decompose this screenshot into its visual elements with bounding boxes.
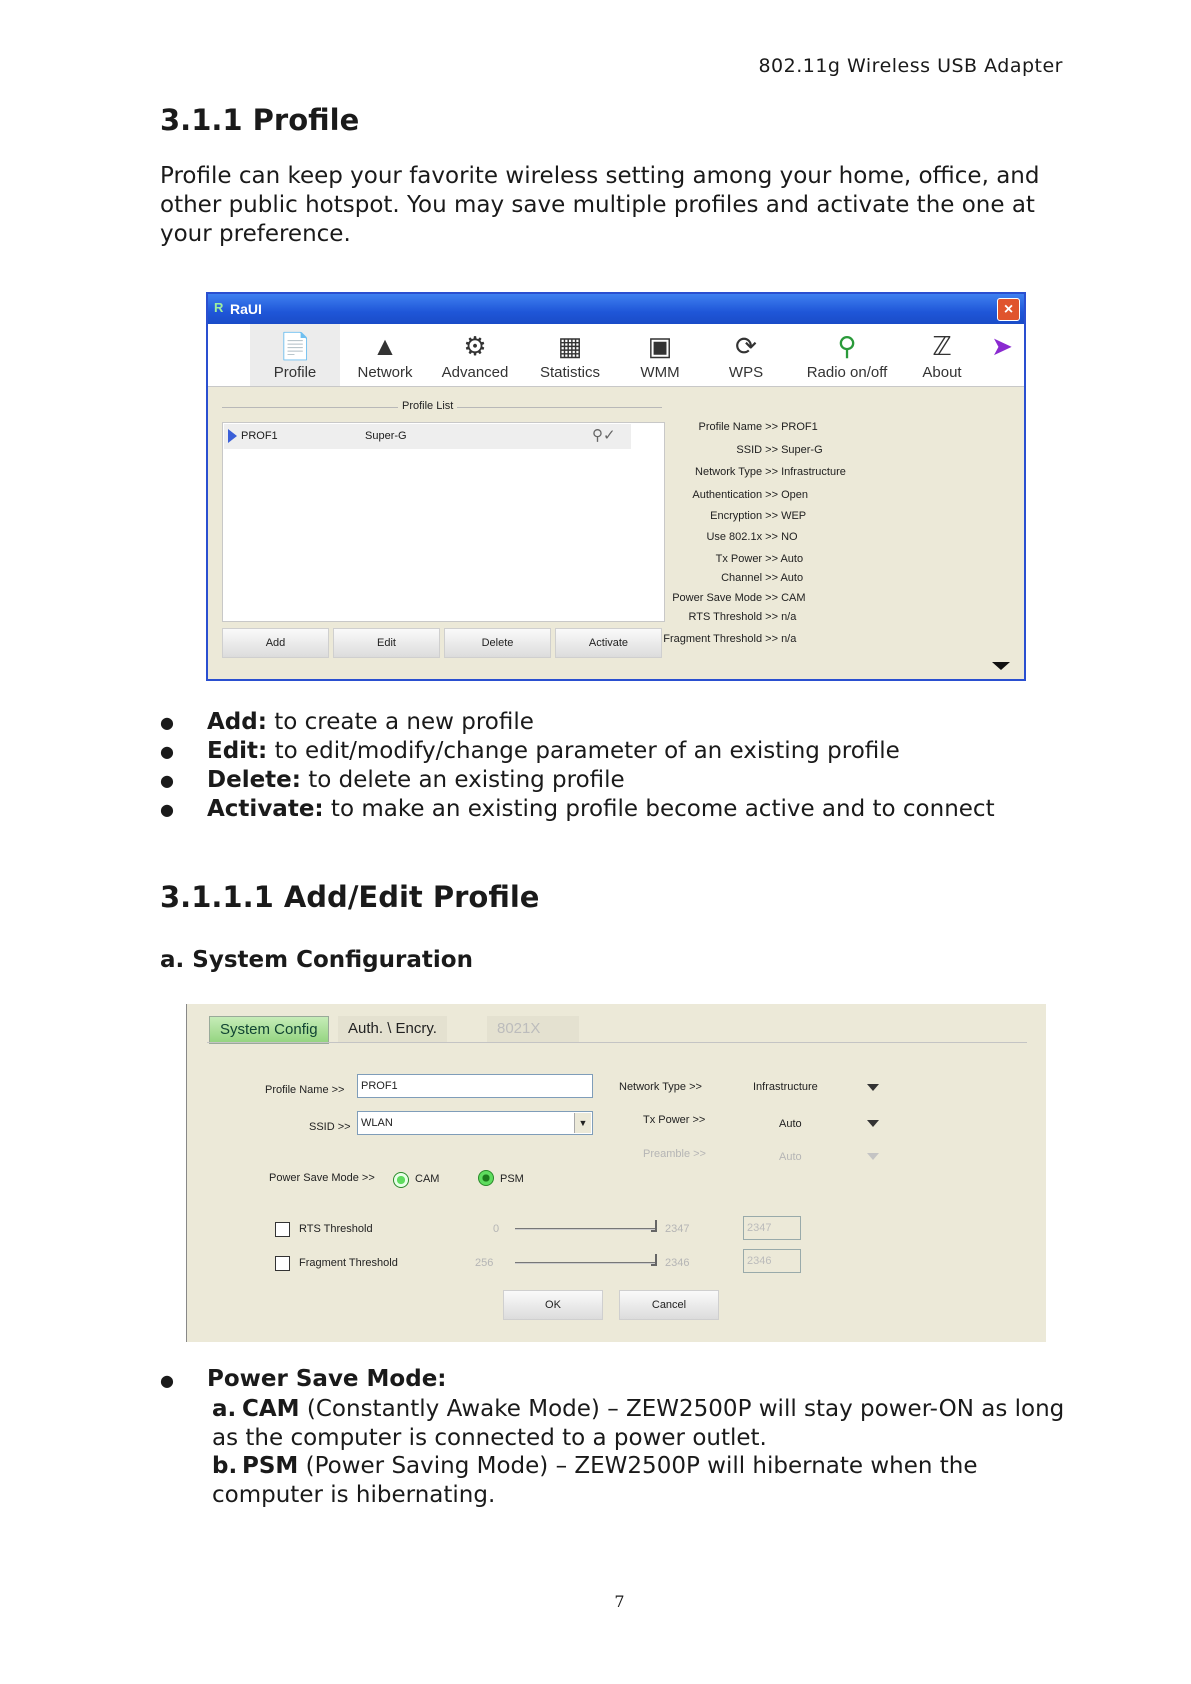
fragment-slider[interactable]: [515, 1262, 657, 1264]
active-arrow-icon: [228, 429, 237, 443]
list-item: ● Delete: to delete an existing profile: [160, 767, 625, 793]
profile-name-input[interactable]: PROF1: [357, 1074, 593, 1098]
chevron-down-icon: [867, 1153, 879, 1160]
tx-power-label: Tx Power >>: [643, 1114, 706, 1126]
toolbar: [208, 324, 1024, 387]
window-title: RaUI: [230, 301, 262, 317]
app-logo-icon: R: [214, 300, 224, 315]
detail-row: Channel >> Auto: [721, 572, 804, 584]
detail-row: Encryption >> WEP: [710, 510, 807, 522]
ok-button[interactable]: OK: [503, 1290, 603, 1320]
ssid-label: SSID >>: [309, 1121, 351, 1133]
tab-8021x[interactable]: 8021X: [487, 1016, 579, 1042]
tab-system-config[interactable]: System Config: [209, 1016, 329, 1044]
cam-label: CAM: [415, 1173, 440, 1185]
intro-paragraph: Profile can keep your favorite wireless setting among your home, office, and other public hotspot. You may save multiple profiles and activate the one at your preference.: [160, 163, 1040, 247]
wps-icon: ⟳: [735, 331, 757, 361]
tool-wmm[interactable]: ▣ WMM: [640, 331, 680, 381]
detail-row: Fragment Threshold >> n/a: [663, 633, 797, 645]
close-button[interactable]: ×: [997, 298, 1020, 321]
button-description-list: [160, 708, 995, 824]
fragment-checkbox[interactable]: [275, 1256, 290, 1271]
qos-icon: ▣: [647, 331, 673, 361]
profile-list[interactable]: [222, 422, 665, 622]
delete-button[interactable]: Delete: [444, 628, 551, 658]
profile-icon: 📄: [279, 331, 312, 361]
tool-advanced[interactable]: ⚙ Advanced: [441, 331, 509, 381]
detail-row: Use 802.1x >> NO: [706, 531, 798, 543]
rts-value-input[interactable]: 2347: [743, 1216, 801, 1240]
list-item: b. PSM (Power Saving Mode) – ZEW2500P will hibernate when the computer is hibernating.: [212, 1453, 978, 1508]
rts-max: 2347: [665, 1223, 690, 1235]
fragment-value-input[interactable]: 2346: [743, 1249, 801, 1273]
scroll-down-icon[interactable]: [992, 662, 1010, 670]
statistics-icon: ▦: [557, 331, 583, 361]
psm-label: PSM: [500, 1173, 524, 1185]
section-title: 3.1.1 Profile: [160, 103, 360, 137]
power-save-label: Power Save Mode >>: [269, 1172, 375, 1184]
profile-ssid: Super-G: [365, 430, 407, 442]
radio-icon: ⚲: [837, 331, 857, 361]
profile-name: PROF1: [241, 430, 278, 442]
fragment-min: 256: [475, 1257, 494, 1269]
tool-radio[interactable]: ⚲ Radio on/off: [806, 331, 888, 381]
arrow-right-icon: ➤: [991, 331, 1013, 361]
chevron-down-icon[interactable]: [867, 1120, 879, 1127]
cam-radio[interactable]: [393, 1172, 409, 1188]
network-type-label: Network Type >>: [619, 1081, 702, 1093]
subsection-title: 3.1.1.1 Add/Edit Profile: [160, 880, 540, 914]
tool-wps[interactable]: ⟳ WPS: [728, 331, 764, 381]
network-type-value[interactable]: Infrastructure: [753, 1081, 818, 1093]
list-item[interactable]: [224, 424, 631, 449]
gear-icon: ⚙: [463, 331, 487, 361]
list-item: ● Activate: to make an existing profile become active and to connect: [160, 796, 995, 822]
edit-button[interactable]: Edit: [333, 628, 440, 658]
page-number: 7: [614, 1592, 625, 1611]
add-button[interactable]: Add: [222, 628, 329, 658]
system-config-dialog: [186, 1004, 1046, 1342]
detail-row: Tx Power >> Auto: [715, 553, 804, 565]
detail-row: Power Save Mode >> CAM: [672, 592, 806, 604]
divider: [207, 1042, 1027, 1043]
profile-name-label: Profile Name >>: [265, 1084, 345, 1096]
rts-slider-thumb[interactable]: [651, 1220, 657, 1232]
tx-power-value[interactable]: Auto: [779, 1118, 802, 1130]
fragment-label: Fragment Threshold: [299, 1257, 398, 1269]
detail-row: SSID >> Super-G: [736, 444, 823, 456]
list-item: ● Add: to create a new profile: [160, 709, 534, 735]
fragment-slider-thumb[interactable]: [651, 1254, 657, 1266]
chevron-down-icon[interactable]: [867, 1084, 879, 1091]
detail-row: Authentication >> Open: [692, 489, 808, 501]
profile-list-label: Profile List: [398, 400, 457, 412]
list-item: ● Edit: to edit/modify/change parameter of an existing profile: [160, 738, 900, 764]
title-bar: [208, 294, 1024, 324]
fragment-max: 2346: [665, 1257, 690, 1269]
rts-label: RTS Threshold: [299, 1223, 373, 1235]
psm-heading: ● Power Save Mode:: [160, 1366, 447, 1392]
rts-min: 0: [493, 1223, 500, 1235]
next-arrow[interactable]: [982, 324, 1022, 386]
tool-profile[interactable]: 📄 Profile: [250, 324, 340, 386]
detail-row: Profile Name >> PROF1: [698, 421, 818, 433]
tool-about[interactable]: ℤ About: [922, 331, 962, 381]
tool-statistics[interactable]: ▦ Statistics: [539, 331, 600, 381]
tab-auth-encry[interactable]: Auth. \ Encry.: [338, 1016, 447, 1042]
page-header: 802.11g Wireless USB Adapter: [758, 55, 1063, 77]
raui-window: [206, 292, 1026, 681]
list-item: a. CAM (Constantly Awake Mode) – ZEW2500P will stay power-ON as long as the computer is connected to a power outlet.: [212, 1396, 1065, 1451]
cancel-button[interactable]: Cancel: [619, 1290, 719, 1320]
sub-heading: a. System Configuration: [160, 947, 473, 973]
chevron-down-icon: ▼: [574, 1113, 591, 1133]
detail-row: RTS Threshold >> n/a: [688, 611, 797, 623]
signal-icon: ⚲✓: [592, 427, 616, 444]
detail-row: Network Type >> Infrastructure: [695, 466, 846, 478]
preamble-label: Preamble >>: [643, 1148, 706, 1160]
network-icon: ▲: [372, 331, 398, 361]
about-icon: ℤ: [932, 331, 952, 361]
ssid-combobox[interactable]: WLAN ▼: [357, 1111, 593, 1135]
preamble-value: Auto: [779, 1151, 802, 1163]
rts-slider[interactable]: [515, 1228, 657, 1230]
rts-checkbox[interactable]: [275, 1222, 290, 1237]
tool-network[interactable]: ▲ Network: [357, 331, 413, 381]
activate-button[interactable]: Activate: [555, 628, 662, 658]
psm-radio[interactable]: [478, 1170, 494, 1186]
